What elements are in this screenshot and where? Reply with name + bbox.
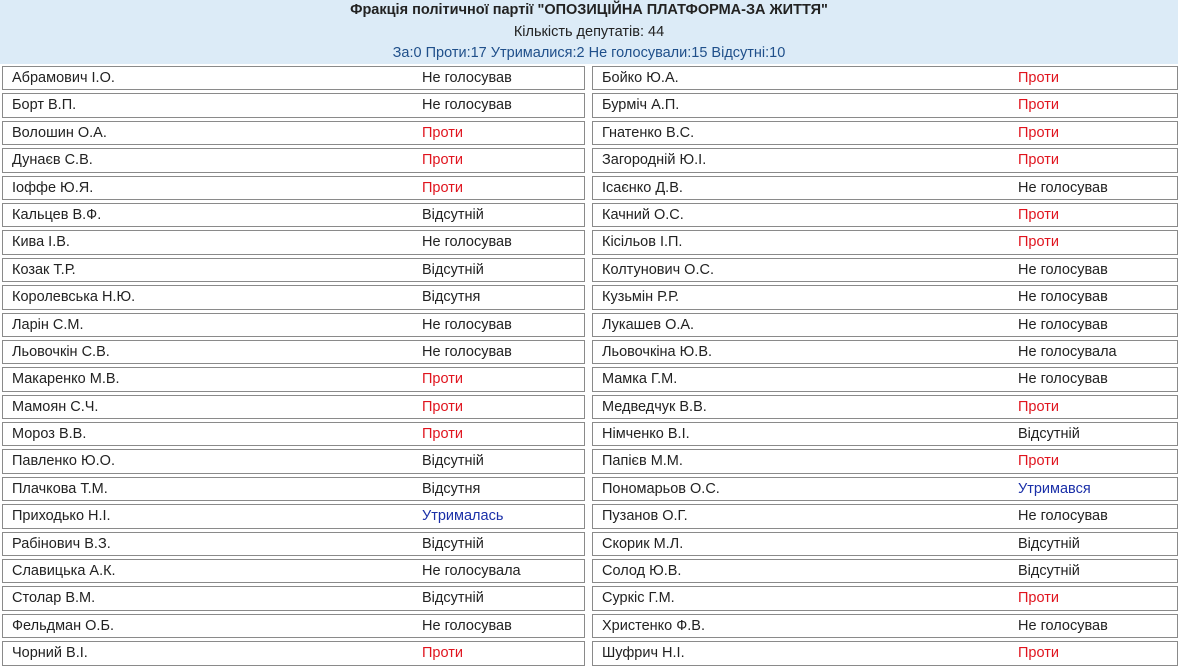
deputy-name: Борт В.П.: [12, 97, 77, 114]
deputy-vote: Відсутній: [422, 261, 484, 278]
deputy-vote: Відсутня: [422, 480, 481, 497]
deputy-row: [2, 258, 585, 282]
deputy-name: Медведчук В.В.: [602, 398, 707, 415]
deputy-name: Гнатенко В.С.: [602, 124, 695, 141]
deputy-vote: Проти: [1018, 590, 1059, 607]
deputy-vote: Утримався: [1018, 480, 1091, 497]
deputy-row: [2, 313, 585, 337]
deputy-row: [2, 285, 585, 309]
deputy-name: Іоффе Ю.Я.: [12, 179, 94, 196]
deputy-vote: Проти: [1018, 234, 1059, 251]
deputy-row: [2, 422, 585, 446]
deputy-name: Пузанов О.Г.: [602, 508, 688, 525]
deputy-vote: Проти: [422, 426, 463, 443]
deputy-name: Приходько Н.І.: [12, 508, 111, 525]
deputy-name: Загородній Ю.І.: [602, 152, 707, 169]
deputy-name: Славицька А.К.: [12, 563, 116, 580]
deputy-row: [2, 532, 585, 556]
deputy-row: [592, 641, 1178, 665]
deputy-name: Пономарьов О.С.: [602, 480, 720, 497]
deputy-row: [592, 586, 1178, 610]
deputy-name: Мороз В.В.: [12, 426, 87, 443]
deputy-name: Христенко Ф.В.: [602, 617, 705, 634]
deputy-row: [2, 395, 585, 419]
deputies-count: Кількість депутатів: 44: [513, 24, 665, 40]
deputy-row: [2, 367, 585, 391]
deputy-vote: Відсутній: [422, 206, 484, 223]
deputy-name: Німченко В.І.: [602, 426, 690, 443]
deputy-vote: Проти: [422, 645, 463, 662]
deputy-vote: Відсутній: [422, 590, 484, 607]
deputy-vote: Не голосував: [422, 97, 512, 114]
deputy-name: Столар В.М.: [12, 590, 96, 607]
deputy-vote: Утрималась: [422, 508, 504, 525]
deputy-name: Макаренко М.В.: [12, 371, 120, 388]
deputy-row: [592, 340, 1178, 364]
deputy-row: [2, 203, 585, 227]
deputy-vote: Не голосував: [422, 70, 512, 86]
deputy-vote: Не голосувала: [422, 563, 521, 580]
deputy-vote: Не голосував: [1018, 617, 1108, 634]
deputy-vote: Проти: [1018, 453, 1059, 470]
deputy-vote: Не голосував: [1018, 371, 1108, 388]
deputy-row: [592, 614, 1178, 638]
deputy-name: Волошин О.А.: [12, 124, 107, 141]
deputy-name: Козак Т.Р.: [12, 261, 76, 278]
deputy-vote: Проти: [1018, 70, 1059, 86]
deputy-name: Королевська Н.Ю.: [12, 289, 136, 306]
deputy-name: Павленко Ю.О.: [12, 453, 115, 470]
deputy-row: [592, 93, 1178, 117]
deputy-row: [592, 559, 1178, 583]
faction-header: [0, 0, 1178, 64]
votes-column-right: [592, 66, 1178, 669]
deputy-name: Ісаєнко Д.В.: [602, 179, 683, 196]
deputy-vote: Проти: [1018, 124, 1059, 141]
deputy-vote: Проти: [1018, 206, 1059, 223]
deputy-row: [592, 230, 1178, 254]
deputy-row: [2, 340, 585, 364]
deputy-vote: Не голосував: [422, 617, 512, 634]
deputy-vote: Не голосував: [1018, 261, 1108, 278]
deputy-row: [2, 641, 585, 665]
deputy-vote: Проти: [1018, 97, 1059, 114]
deputy-row: [592, 477, 1178, 501]
deputy-row: [2, 121, 585, 145]
deputy-name: Мамоян С.Ч.: [12, 398, 99, 415]
votes-column-left: [2, 66, 585, 669]
deputy-vote: Не голосував: [422, 343, 512, 360]
deputy-row: [2, 230, 585, 254]
deputy-row: [2, 66, 585, 90]
deputy-vote: Не голосував: [1018, 289, 1108, 306]
deputy-vote: Не голосувала: [1018, 343, 1117, 360]
deputy-vote: Не голосував: [1018, 508, 1108, 525]
deputy-vote: Відсутній: [422, 453, 484, 470]
deputy-name: Кісільов І.П.: [602, 234, 683, 251]
deputy-row: [2, 176, 585, 200]
deputy-name: Дунаєв С.В.: [12, 152, 93, 169]
deputy-row: [592, 313, 1178, 337]
deputy-row: [592, 285, 1178, 309]
deputy-name: Рабінович В.З.: [12, 535, 111, 552]
deputy-vote: Проти: [1018, 645, 1059, 662]
deputy-name: Бурміч А.П.: [602, 97, 680, 114]
deputy-vote: Не голосував: [422, 316, 512, 333]
deputy-row: [2, 504, 585, 528]
deputy-name: Абрамович І.О.: [12, 70, 115, 86]
deputy-name: Кива І.В.: [12, 234, 70, 251]
deputy-vote: Не голосував: [422, 234, 512, 251]
faction-title: Фракція політичної партії "ОПОЗИЦІЙНА ПЛАТФОРМА-ЗА ЖИТТЯ": [350, 2, 828, 18]
deputy-vote: Відсутній: [1018, 535, 1080, 552]
deputy-row: [592, 367, 1178, 391]
deputy-name: Ларін С.М.: [12, 316, 84, 333]
deputy-name: Качний О.С.: [602, 206, 684, 223]
deputy-name: Чорний В.І.: [12, 645, 88, 662]
deputy-row: [592, 258, 1178, 282]
deputy-vote: Проти: [422, 371, 463, 388]
deputy-row: [592, 422, 1178, 446]
deputy-row: [2, 93, 585, 117]
deputy-vote: Проти: [422, 398, 463, 415]
deputy-row: [592, 148, 1178, 172]
deputy-row: [2, 559, 585, 583]
votes-grid: [0, 64, 1178, 662]
deputy-row: [592, 532, 1178, 556]
deputy-row: [592, 121, 1178, 145]
deputy-vote: Проти: [1018, 398, 1059, 415]
deputy-vote: Не голосував: [1018, 316, 1108, 333]
deputy-name: Льовочкін С.В.: [12, 343, 110, 360]
deputy-name: Скорик М.Л.: [602, 535, 684, 552]
deputy-vote: Відсутній: [1018, 563, 1080, 580]
deputy-vote: Відсутня: [422, 289, 481, 306]
deputy-name: Кальцев В.Ф.: [12, 206, 102, 223]
deputy-vote: Проти: [422, 124, 463, 141]
deputy-vote: Не голосував: [1018, 179, 1108, 196]
deputy-row: [2, 449, 585, 473]
deputy-name: Суркіс Г.М.: [602, 590, 675, 607]
deputy-name: Льовочкіна Ю.В.: [602, 343, 713, 360]
deputy-vote: Проти: [1018, 152, 1059, 169]
deputy-vote: Відсутній: [1018, 426, 1080, 443]
deputy-name: Солод Ю.В.: [602, 563, 682, 580]
deputy-row: [592, 395, 1178, 419]
deputy-name: Лукашев О.А.: [602, 316, 695, 333]
deputy-vote: Відсутній: [422, 535, 484, 552]
deputy-row: [592, 449, 1178, 473]
deputy-vote: Проти: [422, 179, 463, 196]
deputy-name: Мамка Г.М.: [602, 371, 678, 388]
deputy-name: Папієв М.М.: [602, 453, 683, 470]
deputy-name: Бойко Ю.А.: [602, 70, 679, 86]
deputy-row: [592, 66, 1178, 90]
deputy-row: [2, 477, 585, 501]
deputy-name: Шуфрич Н.І.: [602, 645, 685, 662]
deputy-name: Кузьмін Р.Р.: [602, 289, 680, 306]
deputy-name: Плачкова Т.М.: [12, 480, 108, 497]
deputy-row: [2, 586, 585, 610]
deputy-row: [2, 148, 585, 172]
deputy-row: [592, 504, 1178, 528]
deputy-row: [2, 614, 585, 638]
deputy-row: [592, 176, 1178, 200]
deputy-name: Фельдман О.Б.: [12, 617, 115, 634]
deputy-vote: Проти: [422, 152, 463, 169]
deputy-row: [592, 203, 1178, 227]
vote-summary: За:0 Проти:17 Утрималися:2 Не голосували:15 Відсутні:10: [392, 45, 786, 61]
deputy-name: Колтунович О.С.: [602, 261, 714, 278]
